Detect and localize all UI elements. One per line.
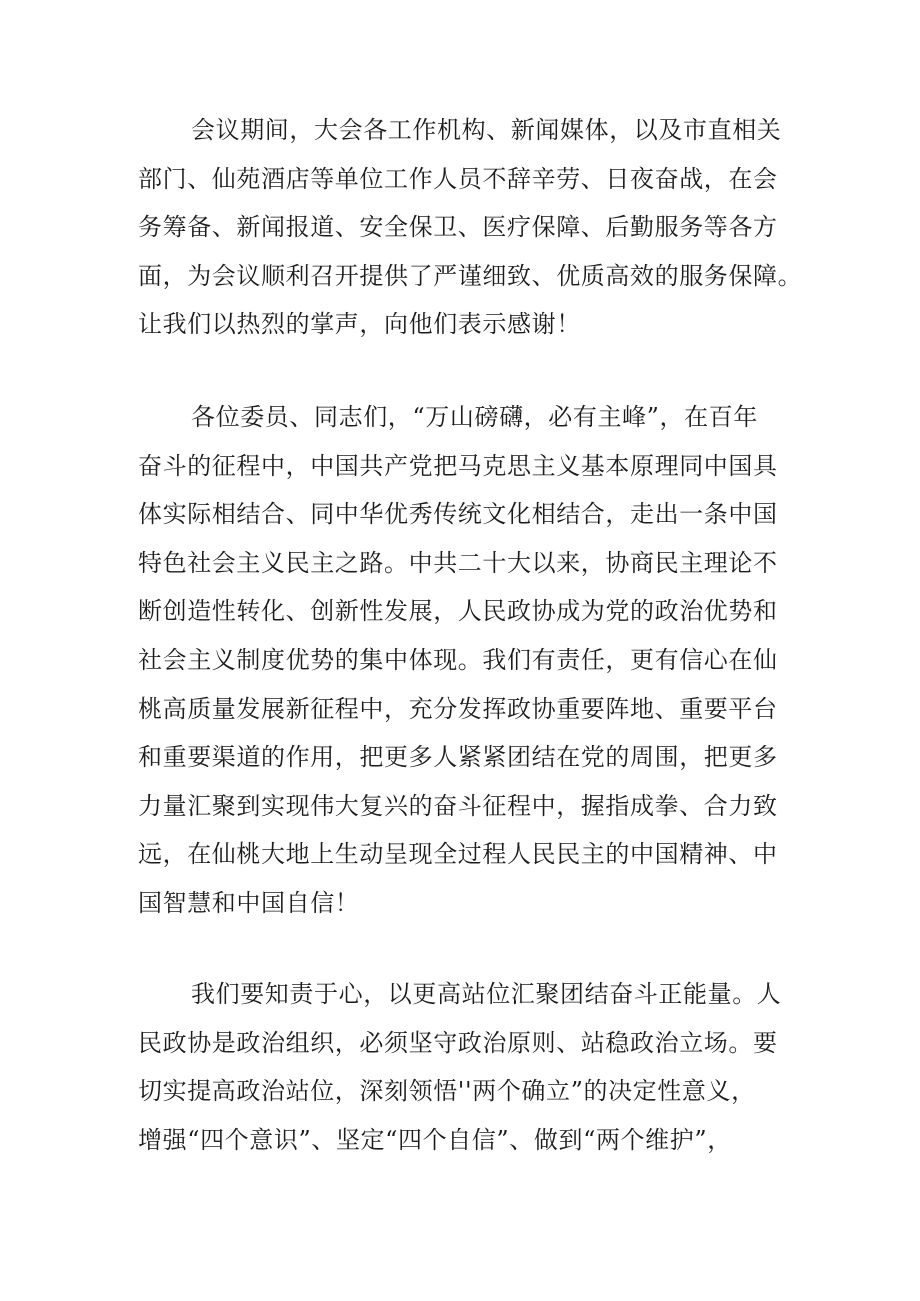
paragraph-thanks: [138, 106, 803, 349]
text-line: 我们要知责于心，以更高站位汇聚团结奋斗正能量。人: [191, 980, 782, 1008]
text-line: 国智慧和中国自信！: [138, 888, 360, 917]
text-line: 桃高质量发展新征程中，充分发挥政协重要阵地、重要平台: [138, 694, 778, 723]
text-line: 民政协是政治组织，必须坚守政治原则、站稳政治立场。要: [138, 1028, 778, 1057]
text-line: 务筹备、新闻报道、安全保卫、医疗保障、后勤服务等各方: [138, 213, 778, 242]
paragraph-responsibility: [138, 970, 803, 1164]
text-line: 奋斗的征程中，中国共产党把马克思主义基本原理同中国具: [138, 451, 778, 480]
paragraph-democracy: [138, 393, 803, 928]
text-line: 各位委员、同志们，“万山磅礴，必有主峰”，在百年: [191, 403, 758, 431]
text-line: 社会主义制度优势的集中体现。我们有责任，更有信心在仙: [138, 645, 778, 674]
text-line: 体实际相结合、同中华优秀传统文化相结合，走出一条中国: [138, 500, 778, 529]
text-line: 切实提高政治站位，深刻领悟''两个确立”的决定性意义，: [138, 1077, 756, 1106]
text-line: 特色社会主义民主之路。中共二十大以来，协商民主理论不: [138, 548, 778, 577]
text-line: 让我们以热烈的掌声，向他们表示感谢！: [138, 310, 581, 339]
text-line: 面，为会议顺利召开提供了严谨细致、优质高效的服务保障。: [138, 261, 803, 290]
text-line: 远，在仙桃大地上生动呈现全过程人民民主的中国精神、中: [138, 840, 778, 869]
text-line: 断创造性转化、创新性发展，人民政协成为党的政治优势和: [138, 597, 778, 626]
text-line: 增强“四个意识”、坚定“四个自信”、做到“两个维护”，: [138, 1125, 732, 1154]
text-line: 力量汇聚到实现伟大复兴的奋斗征程中，握指成拳、合力致: [138, 791, 778, 820]
text-line: 和重要渠道的作用，把更多人紧紧团结在党的周围，把更多: [138, 743, 778, 772]
text-line: 部门、仙苑酒店等单位工作人员不辞辛劳、日夜奋战，在会: [138, 164, 778, 193]
text-line: 会议期间，大会各工作机构、新闻媒体，以及市直相关: [191, 116, 782, 144]
